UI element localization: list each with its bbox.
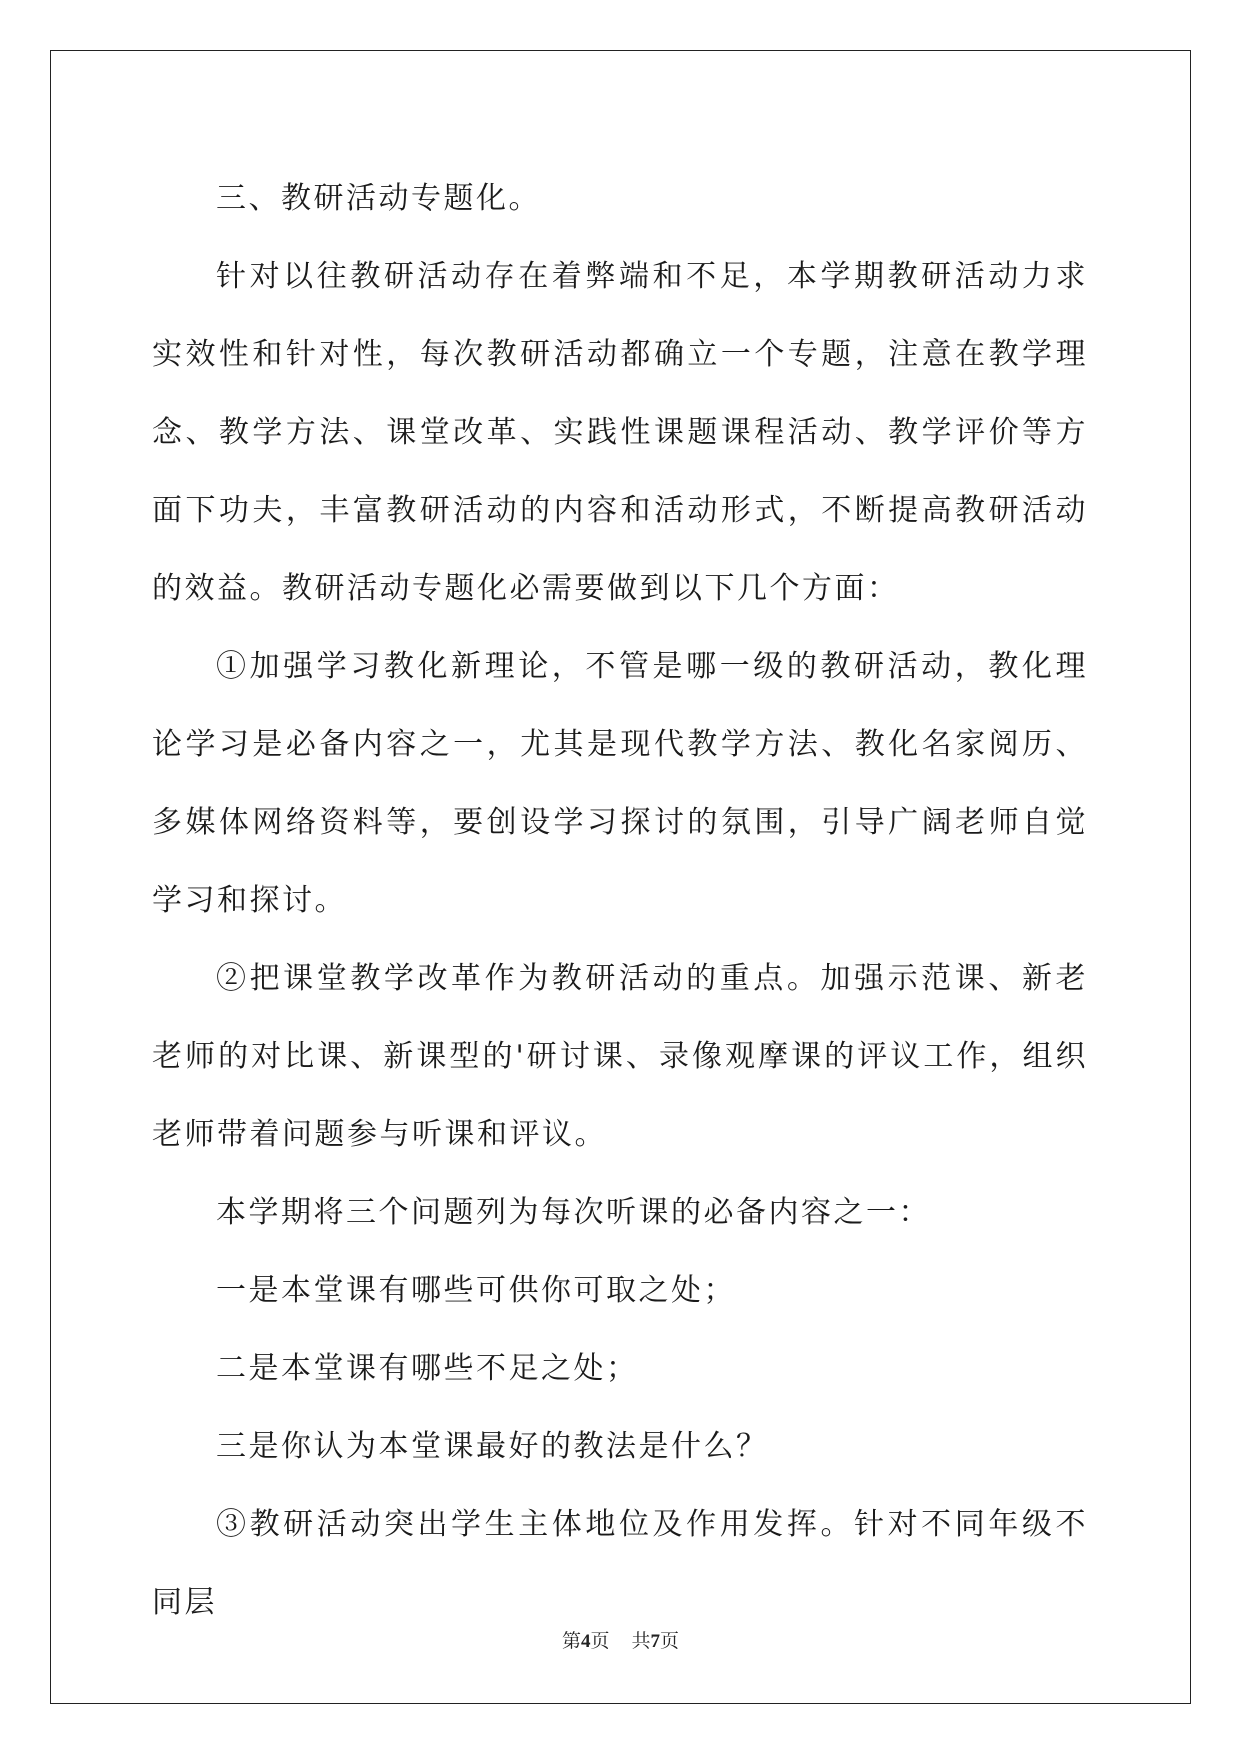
- total-pages: 7: [650, 1631, 661, 1652]
- list-item-paragraph: ①加强学习教化新理论，不管是哪一级的教研活动，教化理论学习是必备内容之一，尤其是现代教学方法、教化名家阅历、多媒体网络资料等，要创设学习探讨的氛围，引导广阔老师自觉学习和探讨。: [152, 649, 1088, 918]
- question-line: 一是本堂课有哪些可供你可取之处；: [216, 1273, 736, 1308]
- document-body: [152, 160, 1088, 1642]
- page-number: 4: [580, 1631, 591, 1652]
- total-prefix: 共: [631, 1631, 651, 1652]
- question-line: 三是你认为本堂课最好的教法是什么？: [216, 1429, 769, 1464]
- list-item-paragraph: ③教研活动突出学生主体地位及作用发挥。针对不同年级不同层: [152, 1507, 1088, 1620]
- page-suffix: 页: [590, 1631, 610, 1652]
- body-paragraph: 本学期将三个问题列为每次听课的必备内容之一：: [216, 1195, 931, 1230]
- section-heading: 三、教研活动专题化。: [216, 181, 541, 216]
- page-prefix: 第: [561, 1631, 581, 1652]
- page-footer: [0, 1626, 1241, 1653]
- body-paragraph: 针对以往教研活动存在着弊端和不足，本学期教研活动力求实效性和针对性，每次教研活动都确立一个专题，注意在教学理念、教学方法、课堂改革、实践性课题课程活动、教学评价等方面下功夫，丰富教研活动的内容和活动形式，不断提高教研活动的效益。教研活动专题化必需要做到以下几个方面：: [152, 259, 1088, 606]
- question-line: 二是本堂课有哪些不足之处；: [216, 1351, 639, 1386]
- list-item-paragraph: ②把课堂教学改革作为教研活动的重点。加强示范课、新老老师的对比课、新课型的'研讨课、录像观摩课的评议工作，组织老师带着问题参与听课和评议。: [152, 961, 1088, 1152]
- total-suffix: 页: [660, 1631, 680, 1652]
